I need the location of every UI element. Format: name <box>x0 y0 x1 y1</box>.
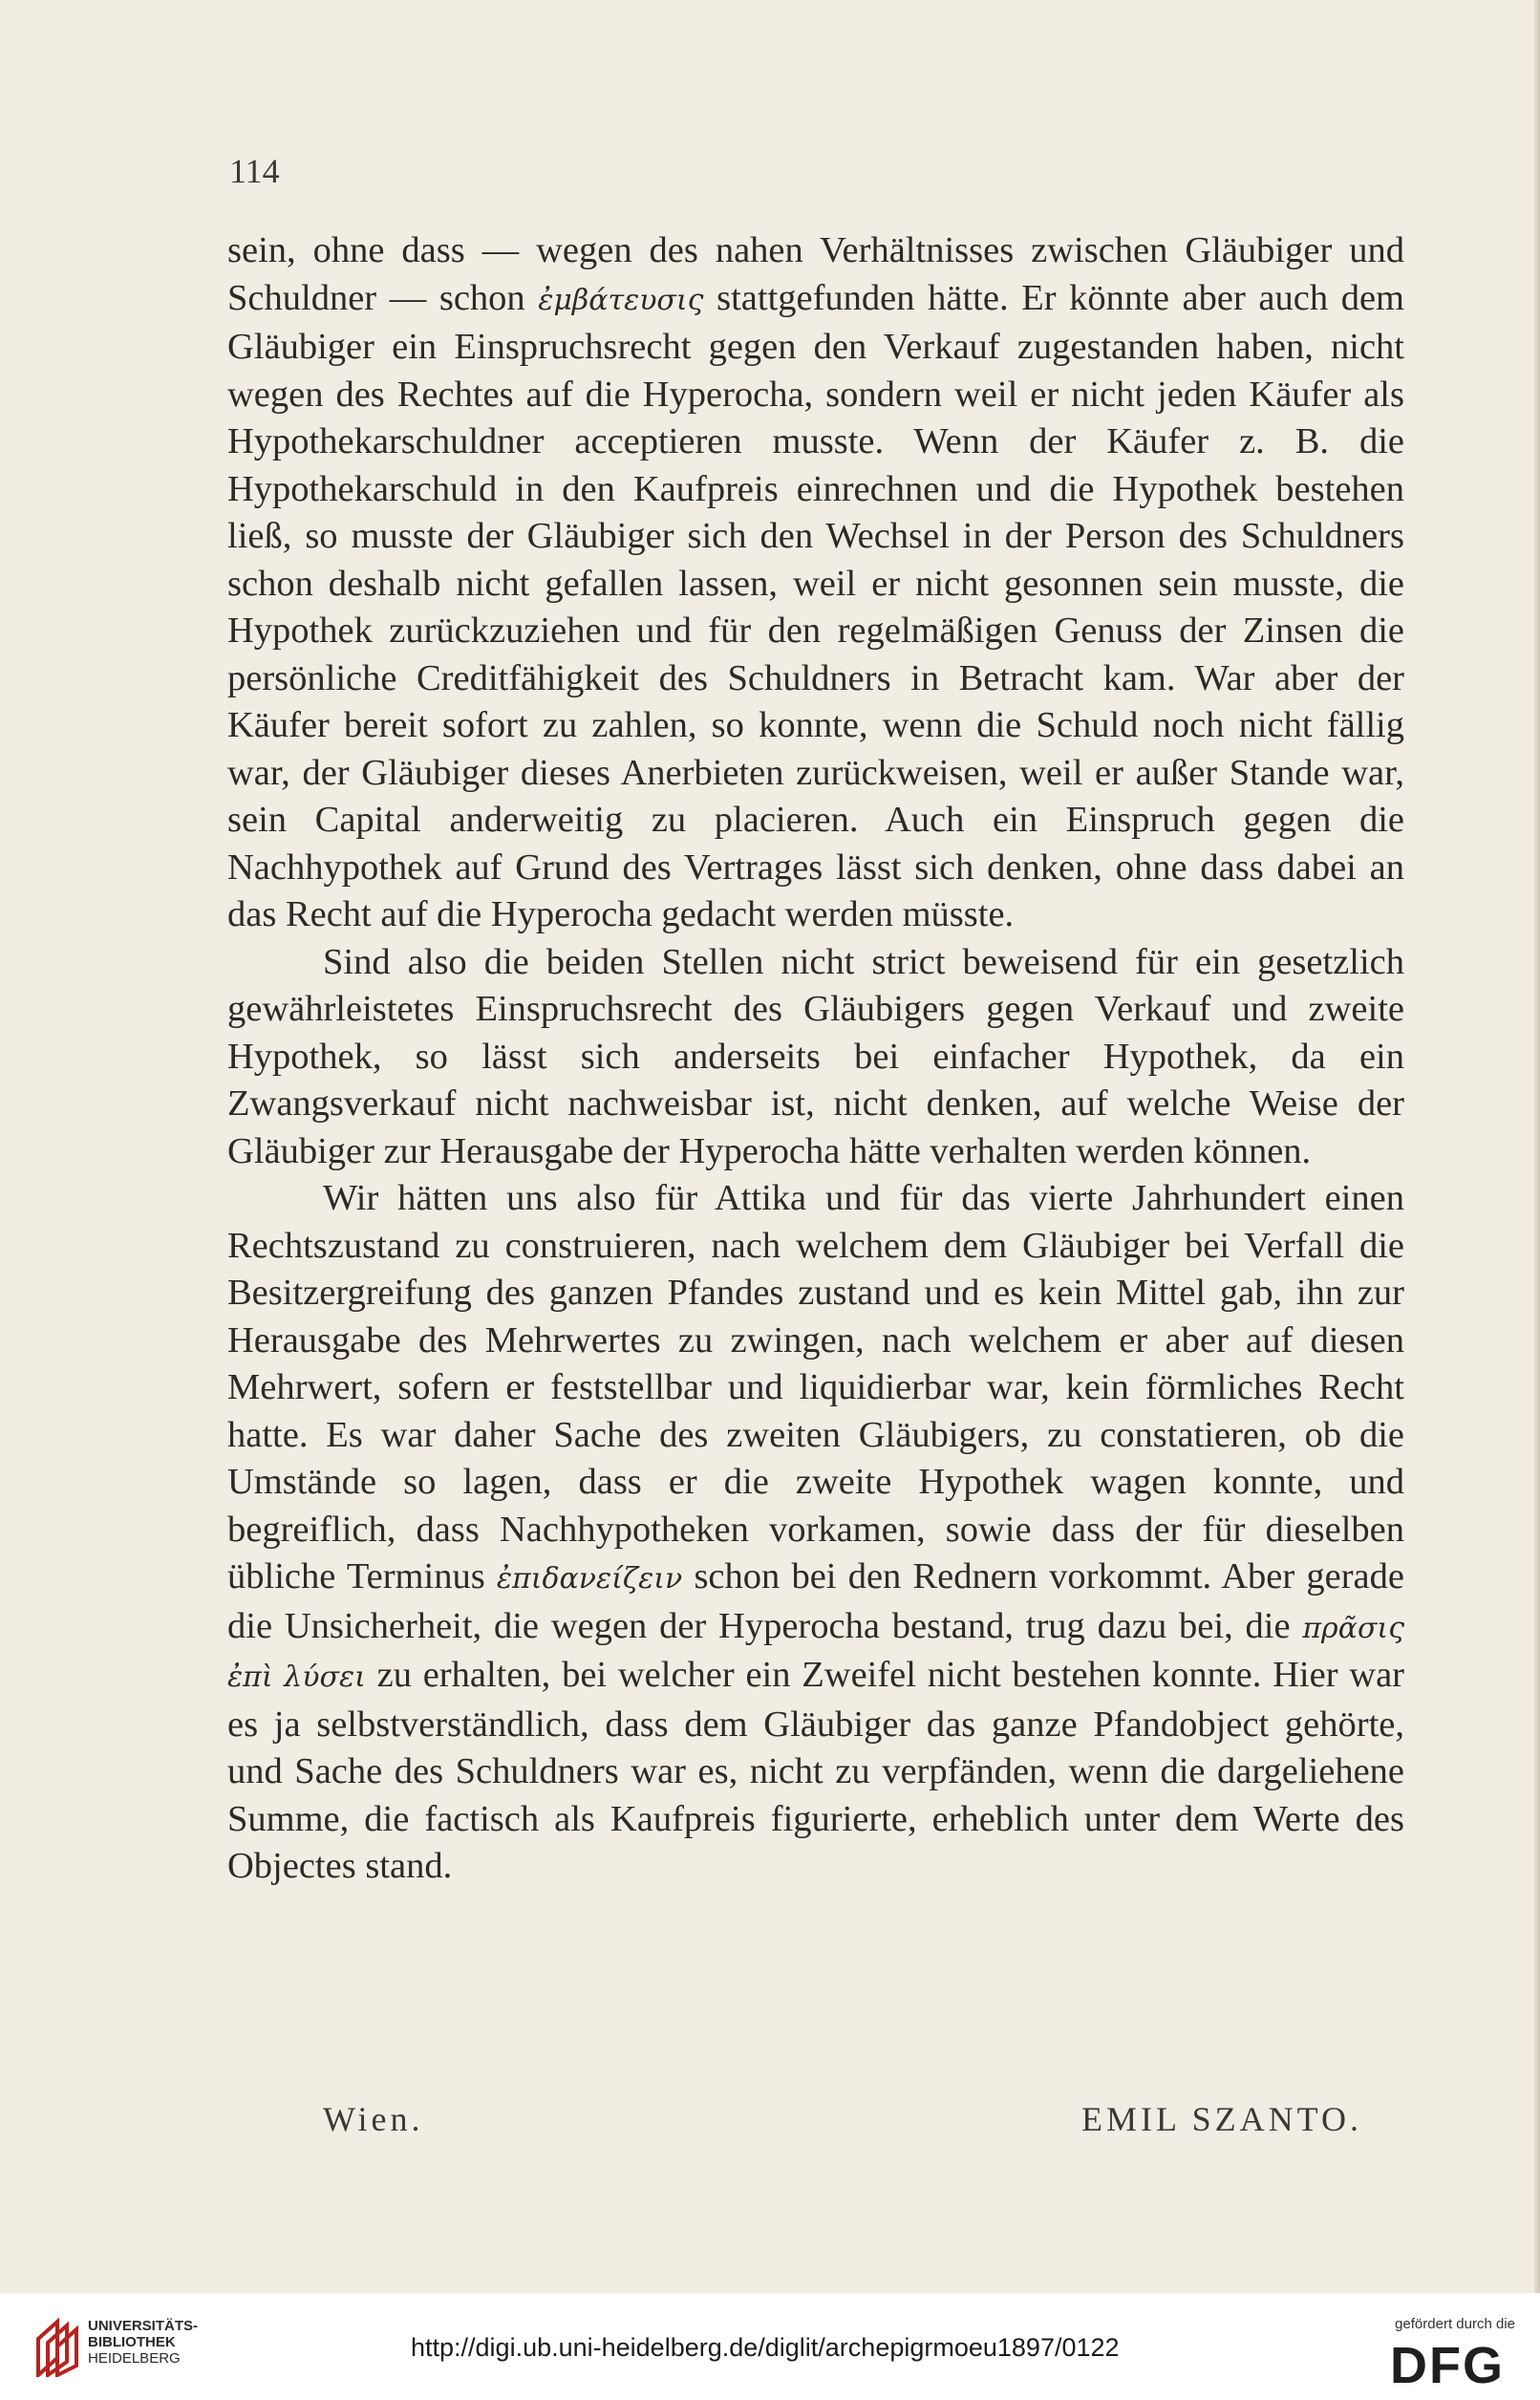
footer-bar <box>0 2293 1540 2400</box>
text-run: schon bei den Rednern vorkommt. Aber gerade die Unsicherheit, die wegen der Hyperocha bestand, trug dazu bei, die <box>227 1556 1404 1646</box>
signature <box>323 2099 1362 2147</box>
text-run: Sind also die beiden Stellen nicht strict beweisend für ein gesetzlich gewährleistetes Einspruchsrecht des Gläubigers gegen Verkauf und zweite Hypothek, so lässt sich anderseits bei einfacher Hypothek, da ein Zwangsverkauf nicht nachweisbar ist, nicht denken, auf welche Weise der Gläubiger zur Herausgabe der Hyperocha hätte verhalten werden können. <box>227 941 1404 1171</box>
text-run: stattgefunden hätte. Er könnte aber auch dem Gläubiger ein Einspruchsrecht gegen den Verkauf zugestanden haben, nicht wegen des Rechtes auf die Hyperocha, sondern weil er nicht jeden Käufer als Hypothekarschuldner acceptieren musste. Wenn der Käufer z. B. die Hypothekarschuld in den Kaufpreis einrechnen und die Hypothek bestehen ließ, so musste der Gläubiger sich den Wechsel in der Person des Schuldners schon deshalb nicht gefallen lassen, weil er nicht gesonnen sein musste, die Hypothek zurückzuziehen und für den regelmäßigen Genuss der Zinsen die persönliche Creditfähigkeit des Schuldners in Betracht kam. War aber der Käufer bereit sofort zu zahlen, so konnte, wenn die Schuld noch nicht fällig war, der Gläubiger dieses Anerbieten zurückweisen, weil er außer Stande war, sein Capital anderweitig zu placieren. Auch ein Einspruch gegen die Nachhypothek auf Grund des Vertrages lässt sich denken, ohne dass dabei an das Recht auf die Hyperocha gedacht werden müsste. <box>227 277 1404 934</box>
page-number: 114 <box>229 152 280 190</box>
signature-author: EMIL SZANTO. <box>1081 2100 1362 2138</box>
greek-term: πρᾶσις ἐπὶ λύσει <box>227 1611 1404 1694</box>
permalink-url[interactable]: http://digi.ub.uni-heidelberg.de/diglit/archepigrmoeu1897/0122 <box>411 2333 1120 2362</box>
paragraph <box>227 939 1404 1176</box>
funded-by-label: gefördert durch die <box>1395 2316 1515 2332</box>
paragraph <box>227 1175 1404 1891</box>
university-library-logo-icon <box>32 2310 80 2377</box>
library-line-3: HEIDELBERG <box>88 2350 181 2367</box>
dfg-logo-icon <box>1376 2337 1519 2389</box>
greek-term: ἐμβάτευσις <box>538 283 704 317</box>
university-library-name <box>88 2318 198 2367</box>
text-run: Wir hätten uns also für Attika und für das vierte Jahrhundert einen Rechtszustand zu construieren, nach welchem dem Gläubiger bei Verfall die Besitzergreifung des ganzen Pfandes zustand und es kein Mittel gab, ihn zur Herausgabe des Mehrwertes zu zwingen, nach welchem er aber auf diesen Mehrwert, sofern er feststellbar und liquidierbar war, kein förmliches Recht hatte. Es war daher Sache des zweiten Gläubigers, zu constatieren, ob die Umstände so lagen, dass er die zweite Hypothek wagen konnte, und begreiflich, dass Nachhypotheken vorkamen, sowie dass der für dieselben übliche Terminus <box>227 1178 1404 1596</box>
greek-term: ἐπιδανείζειν <box>496 1562 683 1596</box>
dfg-logo-text: DFG <box>1390 2337 1505 2389</box>
text-run: sein, ohne dass — wegen des nahen Verhältnisses zwischen Gläubiger und Schuldner — schon <box>227 230 1404 318</box>
signature-place: Wien. <box>323 2100 424 2138</box>
paragraph <box>227 227 1404 939</box>
page-edge <box>1534 0 1540 2293</box>
library-line-2: BIBLIOTHEK <box>88 2334 176 2350</box>
text-run: zu erhalten, bei welcher ein Zweifel nicht bestehen konnte. Hier war es ja selbstverständlich, dass dem Gläubiger das ganze Pfandobject gehörte, und Sache des Schuldners war es, nicht zu verpfänden, wenn die dargeliehene Summe, die factisch als Kaufpreis figurierte, erheblich unter dem Werte des Objectes stand. <box>227 1655 1404 1886</box>
library-line-1: UNIVERSITÄTS- <box>88 2318 199 2334</box>
body-text <box>227 227 1404 1891</box>
